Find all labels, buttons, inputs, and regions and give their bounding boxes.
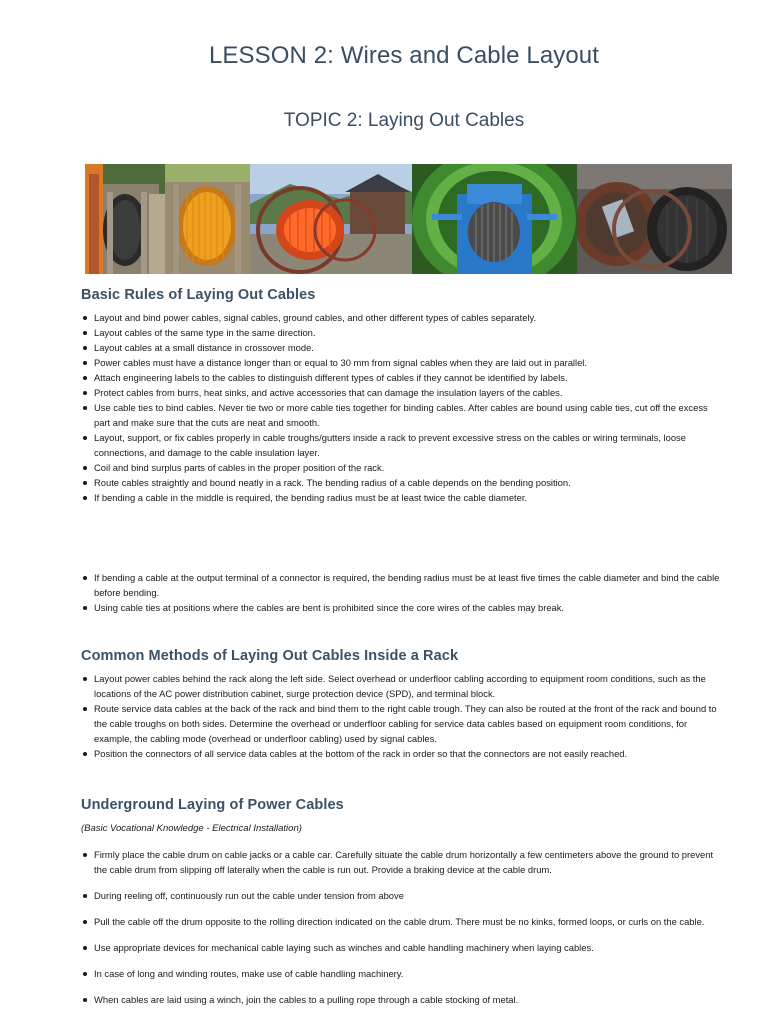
list-item: Firmly place the cable drum on cable jacks or a cable car. Carefully situate the cable drum horizontally a few centimeters above the ground to prevent the cable drum from slipping off laterally when the cable is run out. Provide a braking device at the cable drum. [81, 847, 723, 877]
list-item: Layout cables at a small distance in crossover mode. [81, 340, 723, 355]
list-item: Layout and bind power cables, signal cables, ground cables, and other different types of cables separately. [81, 310, 723, 325]
list-item: Layout, support, or fix cables properly in cable troughs/gutters inside a rack to prevent excessive stress on the cables or wiring terminals, loose connections, and damage to the cable insulation layer. [81, 430, 723, 460]
list-item: Use appropriate devices for mechanical cable laying such as winches and cable handling machinery when laying cables. [81, 940, 723, 955]
basic-rules-list [81, 310, 723, 505]
blue-cable-machine-icon [412, 164, 577, 274]
underground-heading: Underground Laying of Power Cables [81, 797, 344, 813]
list-item: In case of long and winding routes, make use of cable handling machinery. [81, 966, 723, 981]
list-item: When cables are laid using a winch, join the cables to a pulling rope through a cable stocking of metal. [81, 992, 723, 1007]
list-item: Use cable ties to bind cables. Never tie two or more cable ties together for binding cables. After cables are bound using cable ties, cut off the excess part and make sure that the cuts are neat and smooth. [81, 400, 723, 430]
list-item: Protect cables from burrs, heat sinks, and active accessories that can damage the insulation layers of the cables. [81, 385, 723, 400]
basic-rules-continued-list [81, 570, 723, 615]
list-item: Coil and bind surplus parts of cables in the proper position of the rack. [81, 460, 723, 475]
list-item: If bending a cable at the output terminal of a connector is required, the bending radius must be at least five times the cable diameter and bind the cable before bending. [81, 570, 723, 600]
list-item: During reeling off, continuously run out the cable under tension from above [81, 888, 723, 903]
list-item: Layout power cables behind the rack along the left side. Select overhead or underfloor cabling according to equipment room conditions, such as the locations of the AC power distribution cabinet, surge protection device (SPD), and terminal block. [81, 671, 723, 701]
basic-rules-heading: Basic Rules of Laying Out Cables [81, 287, 316, 303]
list-item: Position the connectors of all service data cables at the bottom of the rack in order so that the connectors are not easily reached. [81, 746, 723, 761]
red-cable-drum-icon [250, 164, 412, 274]
list-item: Power cables must have a distance longer than or equal to 30 mm from signal cables when they are laid out in parallel. [81, 355, 723, 370]
list-item: Attach engineering labels to the cables to distinguish different types of cables if they cannot be identified by labels. [81, 370, 723, 385]
cable-photo-banner [85, 164, 732, 274]
list-item: If bending a cable in the middle is required, the bending radius must be at least twice the cable diameter. [81, 490, 723, 505]
underground-subtitle: (Basic Vocational Knowledge - Electrical Installation) [81, 823, 302, 834]
black-cable-drum-icon [577, 164, 732, 274]
common-methods-heading: Common Methods of Laying Out Cables Inside a Rack [81, 648, 459, 664]
list-item: Route cables straightly and bound neatly in a rack. The bending radius of a cable depends on the bending position. [81, 475, 723, 490]
list-item: Route service data cables at the back of the rack and bind them to the right cable trough. They can also be routed at the front of the rack and bound to the cable troughs on both sides. Determine the overhead or underfloor cabling for service data cables based on equipment room conditions, for example, the cabling mode (overhead or underfloor cabling) used by signal cables. [81, 701, 723, 746]
list-item: Layout cables of the same type in the same direction. [81, 325, 723, 340]
orange-cable-drum-icon [165, 164, 250, 274]
list-item: Using cable ties at positions where the cables are bent is prohibited since the core wires of the cables may break. [81, 600, 723, 615]
cable-reels-icon [85, 164, 165, 274]
list-item: Pull the cable off the drum opposite to the rolling direction indicated on the cable drum. There must be no kinks, formed loops, or curls on the cable. [81, 914, 723, 929]
common-methods-list [81, 671, 723, 761]
lesson-title: LESSON 2: Wires and Cable Layout [208, 42, 600, 69]
topic-title: TOPIC 2: Laying Out Cables [283, 110, 525, 131]
underground-list [81, 847, 723, 1018]
